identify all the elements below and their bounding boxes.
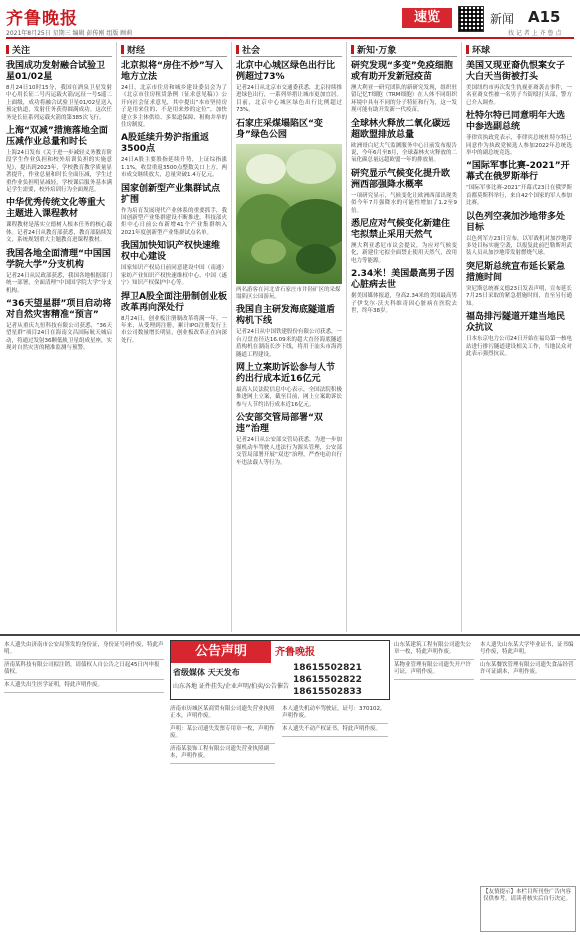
column-divider: [346, 42, 347, 632]
section-marker: [351, 45, 354, 54]
article-body: 以色列军方23日宣布，以军战机对加沙地带多处目标实施空袭，以报复此前巴勒斯坦武装人员从加沙地带发射燃烧气球。: [466, 235, 572, 257]
headline: 我国各地全面清理“中国国学院大学”分支机构: [6, 248, 111, 270]
headline: 美国又现亚裔仇恨案女子大白天当街被打头: [466, 61, 566, 82]
headline: 全球林火释放二氧化碳远超欧盟排放总量: [351, 118, 451, 140]
tips-box: 【友情提示】本栏目所刊登广告内容仅供参考，请读者核实后自行决定。: [480, 886, 576, 932]
news-column: [351, 42, 457, 632]
article-body: 课程教材是落实立德树人根本任务的核心载体。记者24日从教育部获悉，教育部陆续发文，系统规划重大主题教育进课程教材。: [6, 222, 112, 244]
article-body: 突尼斯总统赛义德23日发表声明，宣布延长7月25日采取的紧急措施时间，直至另行通知。: [466, 285, 572, 307]
article-body: 记者从重庆九恒科技有限公司获悉，“36天望星群”项目24日在海南文昌国际航天城启动，将通过发射36颗低轨卫星组成星座，实现对自然灾害的精准监测与预警。: [6, 322, 112, 352]
banner-logo: 齐鲁晚报: [275, 647, 315, 658]
article-body: 记者24日从北京市交通委获悉，北京持续推进绿色出行，一系列举措让城市更加宜居。目前，北京中心城区绿色出行比例超过73%。: [236, 85, 342, 114]
headline: A股延续升势沪指重返3500点: [121, 133, 209, 155]
ad-column-mid-2: [282, 704, 388, 930]
headline: 2.34米！美国最高男子因心脏病去世: [351, 269, 455, 291]
headline: 北京中心城区绿色出行比例超过73%: [236, 61, 336, 82]
column-divider: [116, 42, 117, 632]
classified-notice: 本人遗失出生医学证明，特此声明作废。: [4, 680, 164, 693]
headline: 石家庄采煤塌陷区“变身”绿色公园: [236, 118, 323, 140]
classified-notice: 某物业管理有限公司遗失开户许可证，声明作废。: [394, 660, 474, 680]
park-photo: [236, 144, 342, 284]
page-number: A15: [528, 8, 561, 26]
column-divider: [461, 42, 462, 632]
headline: 研究发现“多变”免疫细胞或有助开发新冠疫苗: [351, 61, 453, 82]
section-title: 新知·万象: [357, 46, 397, 56]
headline: 公安部交管局部署“双违”治理: [236, 413, 323, 435]
headline: 突尼斯总统宣布延长紧急措施时间: [466, 261, 566, 283]
section-marker: [236, 45, 239, 54]
section-header: [466, 42, 572, 57]
headline: “国际军事比赛-2021”开幕式在俄罗斯举行: [466, 161, 570, 183]
article-body: “国际军事比赛-2021”开幕式23日在俄罗斯首都莫斯科举行，来自42个国家的军人参加比赛。: [466, 185, 572, 207]
news-column: [236, 42, 342, 632]
classified-notice: 山东某建筑工程有限公司遗失公章一枚，特此声明作废。: [394, 640, 474, 660]
headline: 中华优秀传统文化等重大主题进入课程教材: [6, 198, 106, 220]
section-title: 社会: [242, 46, 261, 56]
section-marker: [466, 45, 469, 54]
qr-code-icon: [458, 6, 484, 32]
section-header: [351, 42, 457, 57]
ad-column-mid-1: [170, 704, 275, 930]
article-body: 据美国媒体报道，身高2.34米的美国最高男子伊戈尔·沃夫科维奇因心脏病在医院去世，终年38岁。: [351, 293, 457, 315]
article-body: 8月24日10时15分，我国在酒泉卫星发射中心用长征二号丙运载火箭/远征一号S遥二上面级，成功将融合试验卫星01/02星送入预定轨道，发射任务获得圆满成功。这次任务是长征系列运载火箭的第385次飞行。: [6, 85, 112, 121]
article-body: 国家知识产权局日前同意建设中国（南通）家纺产业知识产权快速维权中心、中国（遂宁）知识产权保护中心等。: [121, 265, 227, 287]
classified-ads: [0, 634, 580, 935]
headline: 上海“双减”措施落地全面压减作业总量和时长: [6, 126, 108, 148]
headline: 福岛排污隧道开建当地民众抗议: [466, 312, 566, 334]
article-body: 24日A股主要股指延续升势，上证综指涨1.1%，收盘重返3500点整数关口上方。两市成交继续放大，总量突破1.4万亿元。: [121, 157, 227, 179]
classified-notice: 济南某科技有限公司拟注销，请债权人自公告之日起45日内申报债权。: [4, 660, 164, 680]
classified-notice: 本人遗失机动车驾驶证，证号：370102，声明作废。: [282, 704, 388, 724]
article-body: 8月24日，创业板注册制改革将满一年。一年来，从受理到注册，累计IPO注册发行上市公司数量增长明显，创业板改革正在向深处行。: [121, 315, 227, 344]
article-body: 一项研究显示，气候变化让欧洲西部出现类似今年7月强降水的可能性增加了1.2至9倍。: [351, 192, 457, 214]
headline: 以色列空袭加沙地带多处目标: [466, 211, 566, 233]
article-body: 作为培育发展现代产业体系的重要抓手，我国创新型产业集群建设不断推进。科技部火炬中心日前公布新增41个产业集群纳入2021年度创新型产业集群试点名单。: [121, 207, 227, 236]
page-header: [0, 0, 580, 38]
phone-number: 18615502833: [293, 687, 362, 697]
banner-title: 公告声明: [171, 641, 271, 663]
article-body: 记者24日从公安部交管局获悉，为进一步加强机动车驾驶人违法行为源头管理，公安部交管局部署开展“双违”治理，严查电动自行车违法载人等行为。: [236, 437, 342, 466]
foliage-shape: [246, 154, 286, 184]
photo-caption: 两名游客在河北省石家庄市井陉矿区的采煤塌陷区公园游玩。: [236, 286, 341, 301]
headline: 我国成功发射融合试验卫星01/02星: [6, 61, 106, 82]
section-header: [121, 42, 227, 57]
classified-notice: 济南市历城区某商贸有限公司遗失营业执照正本，声明作废。: [170, 704, 275, 724]
foliage-shape: [296, 244, 336, 274]
news-column: [121, 42, 227, 632]
classified-notice: 济南某装饰工程有限公司遗失营业执照副本，声明作废。: [170, 744, 275, 764]
headline: 国家创新型产业集群试点扩围: [121, 183, 221, 205]
classified-notice: 声明：某公司遗失发票专用章一枚，声明作废。: [170, 724, 275, 744]
article-body: 最高人民法院信息中心表示，全国法院积极推进网上立案，截至目前，网上立案助诉讼参与人节约出行成本近16亿元。: [236, 387, 342, 408]
headline: 我国加快知识产权快速维权中心建设: [121, 241, 221, 263]
phone-number: 18615502822: [293, 675, 362, 685]
foliage-shape: [251, 239, 286, 264]
column-divider: [231, 42, 232, 632]
newspaper-logo: 齐鲁晚报: [6, 9, 78, 29]
headline: “36天望星群”项目启动将对自然灾害精准“预言”: [6, 298, 112, 320]
ad-column-right-2: [480, 640, 576, 880]
headline: 杜特尔特已同意明年大选中参选副总统: [466, 111, 566, 133]
dateline: 2021年8月25日 星期三 编辑 彭传刚 组版 顾莉: [6, 30, 133, 37]
banner-subtitle: 省级媒体 天天发布: [173, 668, 240, 677]
article-body: 记者24日从民政部获悉，我国各地根据部门统一部署，全面清理“中国国学院大学”分支机构。: [6, 272, 112, 294]
article-body: 记者24日从中国铁建股份有限公司获悉，一台刀盘直径达16.09米的超大直径海底隧道盾构机在湖南长沙下线，将用于汕头市海湾隧道工程建设。: [236, 329, 342, 358]
foliage-shape: [281, 199, 342, 249]
article-body: 日本东京电力公司24日开始在福岛第一核电站进行排污隧道建设相关工作，当地民众对此表示强烈抗议。: [466, 336, 572, 357]
article-body: 澳大利亚悉尼市议会提议，为应对气候变化，新建住宅拟全面禁止使用天然气，改用电力等能源。: [351, 243, 457, 264]
headline: 研究显示气候变化提升欧洲西部强降水概率: [351, 168, 451, 190]
classified-notice: 本人遗失由济南市公安局签发的身份证，身份证号码作废，特此声明。: [4, 640, 164, 660]
header-rule: [6, 37, 574, 39]
headline: 捍卫A股全面注册制创业板改革再向深处行: [121, 291, 227, 313]
headline: 我国自主研发海底隧道盾构机下线: [236, 305, 336, 327]
section-title: 环球: [472, 46, 491, 56]
section-name: 新闻: [490, 12, 515, 26]
ad-column-left: [4, 640, 164, 930]
classified-notice: 本人遗失山东某大学毕业证书，证书编号作废，特此声明。: [480, 640, 576, 660]
ad-column-right-1: [394, 640, 474, 930]
section-title: 财经: [127, 46, 146, 56]
headline: 网上立案助诉讼参与人节约出行成本近16亿元: [236, 363, 336, 385]
headline: 悉尼应对气候变化新建住宅拟禁止采用天然气: [351, 219, 451, 241]
section-badge: 速览: [402, 8, 452, 28]
classified-notice: 山东某餐饮管理有限公司遗失食品经营许可证副本，声明作废。: [480, 660, 576, 680]
article-body: 欧洲哥白尼大气监测服务中心日前发布报告说，今年6月至8月，全球森林火灾释放的二氧化碳总量远超欧盟一年的排放量。: [351, 142, 457, 164]
section-marker: [6, 45, 9, 54]
foliage-shape: [286, 149, 336, 184]
article-body: 上海24日发布《关于进一步减轻义务教育阶段学生作业负担和校外培训负担的实施意见》，提出到2023年，学校教育教学质量显著提升，作业总量和时长全面压减，学生过重作业负担明显减轻，学校课后服务基本满足学生需要，校外培训行为全面规范。: [6, 150, 112, 194]
article-body: 菲律宾执政党表示，菲律宾总统杜特尔特已同意作为执政党候选人参加2022年总统选举中的副总统竞选。: [466, 135, 572, 157]
headline: 北京拟将“房住不炒”写入地方立法: [121, 61, 223, 82]
news-column: [6, 42, 112, 632]
phone-number: 18615502821: [293, 663, 362, 673]
section-title: 关注: [12, 46, 31, 56]
news-column: [466, 42, 572, 632]
article-body: 美国纽约市再次发生仇视亚裔袭击事件，一名亚裔女性被一名男子当街殴打头部，警方已介入调查。: [466, 85, 572, 106]
section-marker: [121, 45, 124, 54]
section-header: [6, 42, 112, 57]
classified-notice: 本人遗失不动产权证书，特此声明作废。: [282, 724, 388, 737]
article-body: 24日，北京市住房和城乡建设委员会为了《北京市住房租赁条例（征求意见稿）》公开向社会征求意见，其中提出“本市坚持房子是用来住的、不是用来炒的定位”，加快建立多主体供给、多渠道保障、租购并举的住房制度。: [121, 85, 227, 129]
article-body: 澳大利亚一研究团队的新研究发现，组织驻留记忆T细胞（TRM细胞）在人体不同组织环境中具有不同的分子特征和行为，这一发现可能有助开发新一代疫苗。: [351, 85, 457, 114]
notice-banner: [170, 640, 390, 700]
hotline-label: 找 记 者 上 齐 鲁 点: [508, 30, 562, 37]
section-header: [236, 42, 342, 57]
banner-description: 山东各地 证件挂失/企业声明/拍卖/公告催告: [173, 683, 289, 690]
